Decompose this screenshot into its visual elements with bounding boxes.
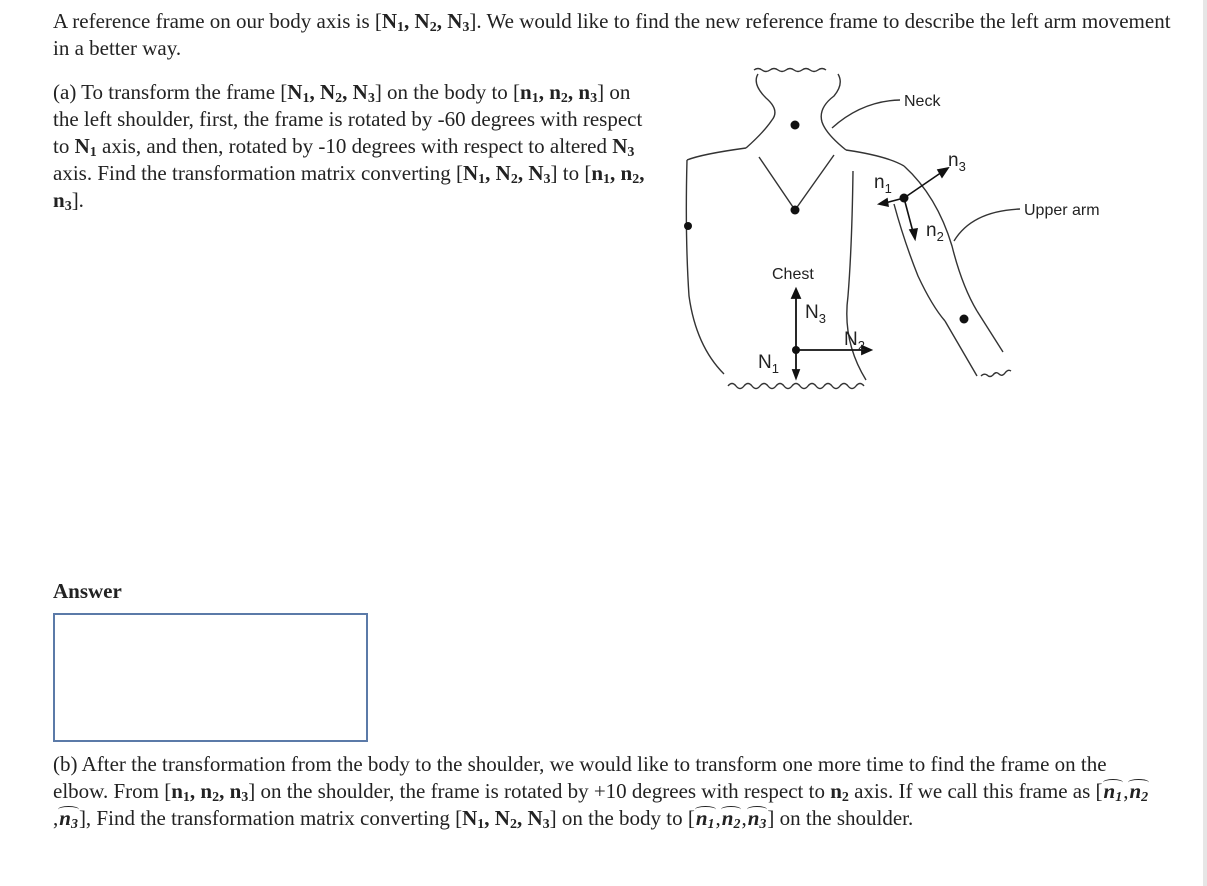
n3-axis-arrow xyxy=(904,172,942,198)
torso-left-side xyxy=(686,160,724,374)
answer-input-box[interactable] xyxy=(53,613,368,742)
upper-arm-leader-line xyxy=(954,209,1020,241)
upper-arm-label: Upper arm xyxy=(1024,202,1100,219)
waist-edge xyxy=(728,384,864,389)
forearm-outer xyxy=(977,311,1003,352)
n2-label: $n_2$ xyxy=(926,220,944,244)
chest-dot xyxy=(791,206,800,215)
n3-label: $n_3$ xyxy=(948,150,966,174)
elbow-dot xyxy=(960,315,969,324)
shoulder-line-left xyxy=(687,148,746,160)
wrist-edge xyxy=(981,370,1011,376)
neck-dot xyxy=(791,121,800,130)
question-part-b: (b) After the transformation from the body to the shoulder, we would like to transform one more time to find the frame on the elbow. From [$n_1$, $n_2$, $n_3$] on the shoulder, the frame is rotated by +10 degrees with respect to $n_2$ axis. If we call this frame as $[n_1,n_2,n_3]$, Find the transformation matrix converting [$N_1$, $N_2$, $N_3$] on the body to $[n_1,n_2,n_3]$ on the shoulder. xyxy=(53,752,1149,832)
neck-leader-line xyxy=(832,100,900,128)
question-part-a: (a) To transform the frame [$N_1$, $N_2$, $N_3$] on the body to [$n_1$, $n_2$, $n_3$] on the left shoulder, first, the frame is rotated by -60 degrees with respect to $N_1$ axis, and then, rotated by -10 degrees with respect to altered $N_3$ axis. Find the transformation matrix converting [$N_1$, $N_2$, $N_3$] to [$n_1$, $n_2$, $n_3$]. xyxy=(53,80,645,214)
chest-label: Chest xyxy=(772,266,814,283)
body-arm-diagram xyxy=(672,56,1132,400)
N3-label: $N_3$ xyxy=(805,302,826,326)
intro-paragraph: A reference frame on our body axis is [$N_1$, $N_2$, $N_3$]. We would like to find the new reference frame to describe the left arm movement in a better way. xyxy=(53,9,1171,60)
v-neckline xyxy=(759,155,834,210)
upper-arm-inner xyxy=(894,204,945,321)
answer-label: Answer xyxy=(53,579,122,603)
n2-axis-arrow xyxy=(904,198,913,232)
neck-label: Neck xyxy=(904,93,941,110)
n1-label: $n_1$ xyxy=(874,172,892,196)
neck-top-edge xyxy=(754,69,826,72)
N1-label: $N_1$ xyxy=(758,352,779,376)
right-shoulder-dot xyxy=(684,222,692,230)
shoulder-line-right xyxy=(846,150,904,166)
forearm-inner xyxy=(945,321,977,376)
page-edge xyxy=(1203,0,1207,886)
neck-outline xyxy=(746,74,846,150)
N2-label: $N_2$ xyxy=(844,329,865,353)
